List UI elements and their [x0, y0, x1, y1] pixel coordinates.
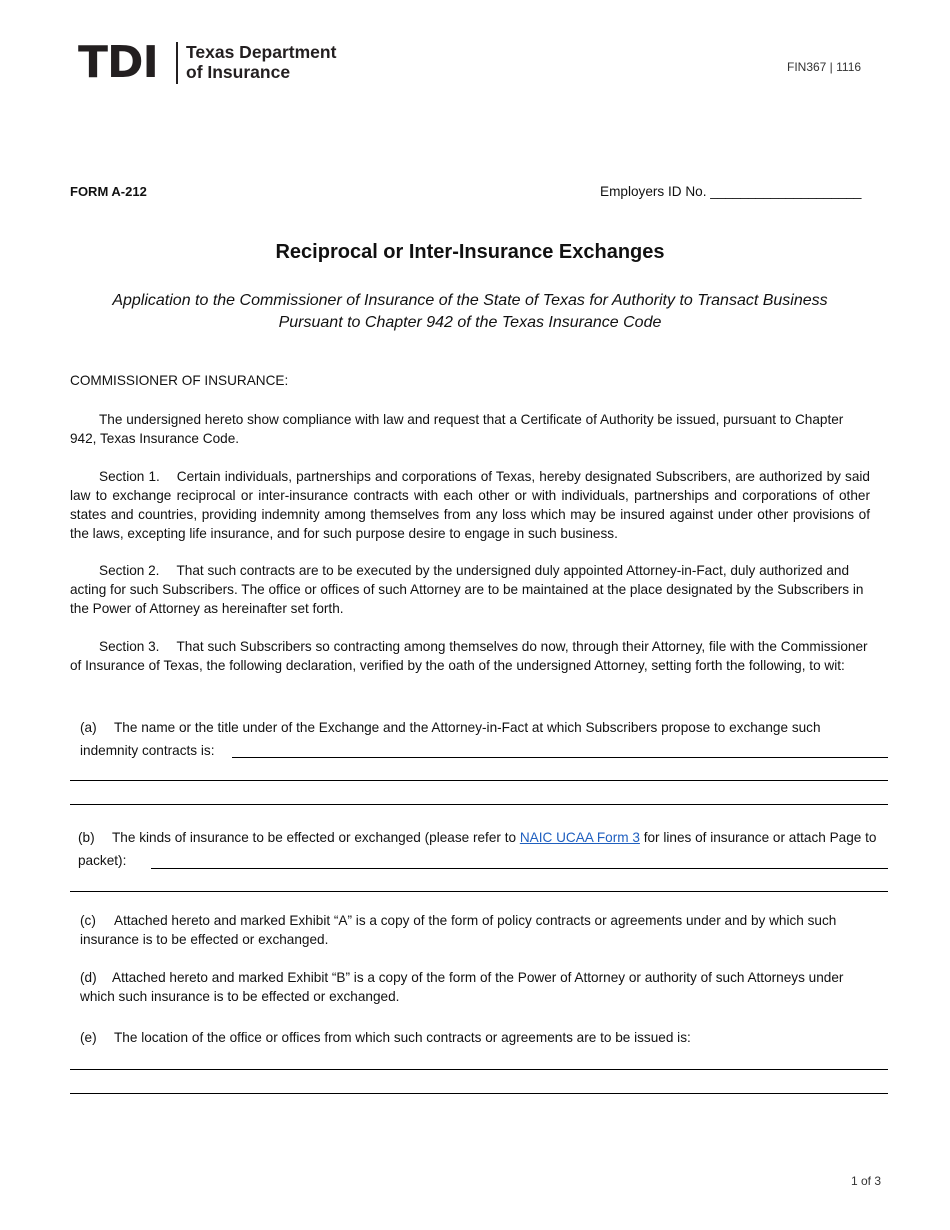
item-a-label: (a): [80, 720, 97, 735]
naic-ucaa-form-3-link[interactable]: NAIC UCAA Form 3: [519, 830, 640, 845]
item-c: [80, 911, 880, 949]
item-e: [80, 1028, 880, 1047]
item-b-text-before: The kinds of insurance to be effected or exchanged (please refer to: [112, 830, 517, 845]
section-2: [70, 561, 870, 618]
section-2-text: That such contracts are to be executed by the undersigned duly appointed Attorney-in-Fact, duly authorized and acting for such Subscribers. The office or offices of such Attorney are to be maintained at the place designated by the Subscribers in the Power of Attorney as hereinafter set forth.: [70, 563, 864, 616]
item-b-answer-line-2[interactable]: [70, 891, 888, 892]
item-a-answer-line-2[interactable]: [70, 780, 888, 781]
section-3: [70, 637, 870, 675]
intro-text: The undersigned hereto show compliance with law and request that a Certificate of Authority be issued, pursuant to Chapter 942, Texas Insurance Code.: [70, 412, 844, 446]
logo-line-2: of Insurance: [186, 62, 291, 82]
item-a-answer-line-1[interactable]: [232, 757, 888, 758]
item-d: [80, 968, 880, 1006]
page-subtitle: Application to the Commissioner of Insurance of the State of Texas for Authority to Transact Business Pursuant to Chapter 942 of the Texas Insurance Code: [112, 292, 828, 331]
section-3-text: That such Subscribers so contracting among themselves do now, through their Attorney, file with the Commissioner of Insurance of Texas, the following declaration, verified by the oath of the undersigned Attorney, setting forth the following, to wit:: [70, 639, 868, 673]
section-1: [70, 467, 870, 543]
section-3-label: Section 3.: [99, 639, 160, 654]
item-d-text: Attached hereto and marked Exhibit “B” is a copy of the form of the Power of Attorney or authority of such Attorneys under which such insurance is to be effected or exchanged.: [80, 970, 844, 1004]
item-b: [78, 826, 886, 872]
employer-id-field[interactable]: Employers ID No. ____________________: [600, 184, 862, 199]
item-b-label: (b): [78, 830, 95, 845]
logo-line-1: Texas Department: [186, 42, 337, 62]
item-a: [80, 716, 880, 762]
logo-divider: [176, 42, 178, 84]
tdi-logo-text: [186, 42, 336, 82]
item-d-label: (d): [80, 970, 97, 985]
page-number: 1 of 3: [851, 1174, 882, 1188]
item-e-label: (e): [80, 1030, 97, 1045]
page-title: Reciprocal or Inter-Insurance Exchanges: [275, 241, 665, 263]
addressee: COMMISSIONER OF INSURANCE:: [70, 373, 289, 388]
item-e-answer-line-1[interactable]: [70, 1069, 888, 1070]
item-e-text: The location of the office or offices from which such contracts or agreements are to be issued is:: [114, 1030, 691, 1045]
section-1-label: Section 1.: [99, 469, 160, 484]
item-b-answer-line-1[interactable]: [151, 868, 888, 869]
form-number: FORM A-212: [70, 184, 147, 199]
item-e-answer-line-2[interactable]: [70, 1093, 888, 1094]
item-a-text: The name or the title under of the Exchange and the Attorney-in-Fact at which Subscribers propose to exchange such indemnity contracts is:: [80, 720, 821, 758]
section-2-label: Section 2.: [99, 563, 160, 578]
item-c-label: (c): [80, 913, 96, 928]
intro-paragraph: [70, 410, 870, 448]
item-a-answer-line-3[interactable]: [70, 804, 888, 805]
section-1-text: Certain individuals, partnerships and corporations of Texas, hereby designated Subscribers, are authorized by said law to exchange reciprocal or inter-insurance contracts with each other or with individuals, partnerships and corporations of other states and countries, providing indemnity among themselves from any loss which may be insured against under other provisions of the laws, excepting life insurance, and for such purpose desire to engage in such business.: [70, 469, 870, 541]
tdi-logo-mark: TDI: [78, 37, 158, 88]
item-b-text-after: for lines of insurance or attach Page to packet):: [78, 830, 877, 868]
form-code: FIN367 | 1116: [787, 60, 862, 74]
item-c-text: Attached hereto and marked Exhibit “A” is a copy of the form of policy contracts or agreements under and by which such insurance is to be effected or exchanged.: [80, 913, 837, 947]
